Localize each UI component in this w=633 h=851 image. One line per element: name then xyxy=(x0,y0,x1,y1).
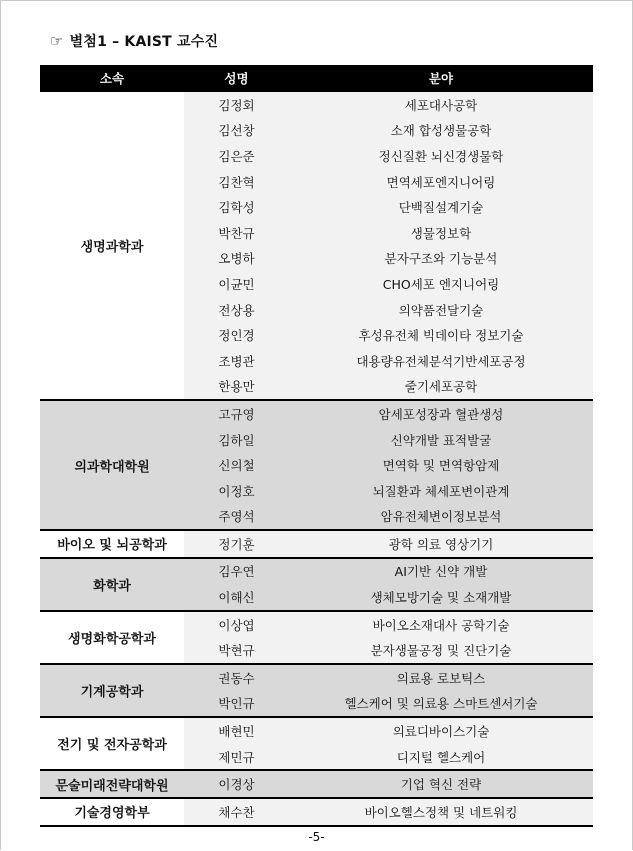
research-field-cell: 세포대사공학 xyxy=(289,91,593,118)
research-field-cell: 면역학 및 면역항암제 xyxy=(289,452,593,478)
professor-name-cell: 오병하 xyxy=(184,246,289,272)
dept-cell: 생명화학공학과 xyxy=(40,611,184,664)
professor-name-cell: 신의철 xyxy=(184,452,289,478)
dept-cell: 문술미래전략대학원 xyxy=(40,770,184,798)
research-field-cell: 줄기세포공학 xyxy=(289,374,593,401)
research-field-cell: 의약품전달기술 xyxy=(289,297,593,323)
table-row xyxy=(40,91,593,118)
dept-cell: 전기 및 전자공학과 xyxy=(40,717,184,770)
table-row xyxy=(40,664,593,691)
research-field-cell: 단백질설계기술 xyxy=(289,194,593,220)
dept-cell: 의과학대학원 xyxy=(40,400,184,530)
professor-name-cell: 채수찬 xyxy=(184,798,289,826)
faculty-table xyxy=(40,65,593,827)
research-field-cell: 의료디바이스기술 xyxy=(289,717,593,744)
column-header-dept: 소속 xyxy=(40,65,184,91)
research-field-cell: 기업 혁신 전략 xyxy=(289,770,593,798)
professor-name-cell: 이정호 xyxy=(184,478,289,504)
professor-name-cell: 박인규 xyxy=(184,691,289,718)
professor-name-cell: 배현민 xyxy=(184,717,289,744)
research-field-cell: CHO세포 엔지니어링 xyxy=(289,271,593,297)
research-field-cell: 생물정보학 xyxy=(289,220,593,246)
research-field-cell: 면역세포엔지니어링 xyxy=(289,169,593,195)
research-field-cell: 분자생물공정 및 진단기술 xyxy=(289,637,593,664)
research-field-cell: 암유전체변이정보분석 xyxy=(289,504,593,531)
professor-name-cell: 김학성 xyxy=(184,194,289,220)
table-row xyxy=(40,717,593,744)
research-field-cell: 뇌질환과 체세포변이관계 xyxy=(289,478,593,504)
research-field-cell: 암세포성장과 혈관생성 xyxy=(289,400,593,427)
professor-name-cell: 전상용 xyxy=(184,297,289,323)
table-row xyxy=(40,400,593,427)
page-number: -5- xyxy=(308,830,325,844)
professor-name-cell: 김정회 xyxy=(184,91,289,118)
pointing-hand-icon: ☞ xyxy=(50,31,64,50)
professor-name-cell: 한용만 xyxy=(184,374,289,401)
table-row xyxy=(40,611,593,638)
research-field-cell: 생체모방기술 및 소재개발 xyxy=(289,584,593,611)
research-field-cell: 의료용 로보틱스 xyxy=(289,664,593,691)
professor-name-cell: 김찬혁 xyxy=(184,169,289,195)
research-field-cell: 바이오소재대사 공학기술 xyxy=(289,611,593,638)
professor-name-cell: 고규영 xyxy=(184,400,289,427)
professor-name-cell: 김하일 xyxy=(184,427,289,453)
professor-name-cell: 권동수 xyxy=(184,664,289,691)
professor-name-cell: 이상엽 xyxy=(184,611,289,638)
table-row xyxy=(40,798,593,826)
table-header-row xyxy=(40,65,593,91)
professor-name-cell: 정인경 xyxy=(184,322,289,348)
research-field-cell: 광학 의료 영상기기 xyxy=(289,530,593,558)
research-field-cell: 소재 합성생물공학 xyxy=(289,118,593,144)
column-header-name: 성명 xyxy=(184,65,289,91)
research-field-cell: 신약개발 표적발굴 xyxy=(289,427,593,453)
professor-name-cell: 정기훈 xyxy=(184,530,289,558)
dept-cell: 바이오 및 뇌공학과 xyxy=(40,530,184,558)
professor-name-cell: 박찬규 xyxy=(184,220,289,246)
professor-name-cell: 이해신 xyxy=(184,584,289,611)
faculty-table-body xyxy=(40,91,593,826)
professor-name-cell: 이균민 xyxy=(184,271,289,297)
column-header-field: 분야 xyxy=(289,65,593,91)
research-field-cell: 후성유전체 빅데이타 정보기술 xyxy=(289,322,593,348)
dept-cell: 생명과학과 xyxy=(40,91,184,400)
section-heading xyxy=(50,31,218,51)
professor-name-cell: 김우연 xyxy=(184,558,289,585)
professor-name-cell: 이경상 xyxy=(184,770,289,798)
dept-cell: 화학과 xyxy=(40,558,184,611)
research-field-cell: 정신질환 뇌신경생물학 xyxy=(289,143,593,169)
professor-name-cell: 제민규 xyxy=(184,744,289,771)
professor-name-cell: 김선창 xyxy=(184,118,289,144)
research-field-cell: 바이오헬스정책 및 네트워킹 xyxy=(289,798,593,826)
table-row xyxy=(40,558,593,585)
research-field-cell: AI기반 신약 개발 xyxy=(289,558,593,585)
dept-cell: 기계공학과 xyxy=(40,664,184,717)
research-field-cell: 분자구조와 기능분석 xyxy=(289,246,593,272)
professor-name-cell: 박현규 xyxy=(184,637,289,664)
professor-name-cell: 김은준 xyxy=(184,143,289,169)
research-field-cell: 헬스케어 및 의료용 스마트센서기술 xyxy=(289,691,593,718)
professor-name-cell: 조병관 xyxy=(184,348,289,374)
table-row xyxy=(40,530,593,558)
table-row xyxy=(40,770,593,798)
dept-cell: 기술경영학부 xyxy=(40,798,184,826)
section-title: 별첨1 – KAIST 교수진 xyxy=(69,34,219,50)
research-field-cell: 대용량유전체분석기반세포공정 xyxy=(289,348,593,374)
professor-name-cell: 주영석 xyxy=(184,504,289,531)
research-field-cell: 디지털 헬스케어 xyxy=(289,744,593,771)
